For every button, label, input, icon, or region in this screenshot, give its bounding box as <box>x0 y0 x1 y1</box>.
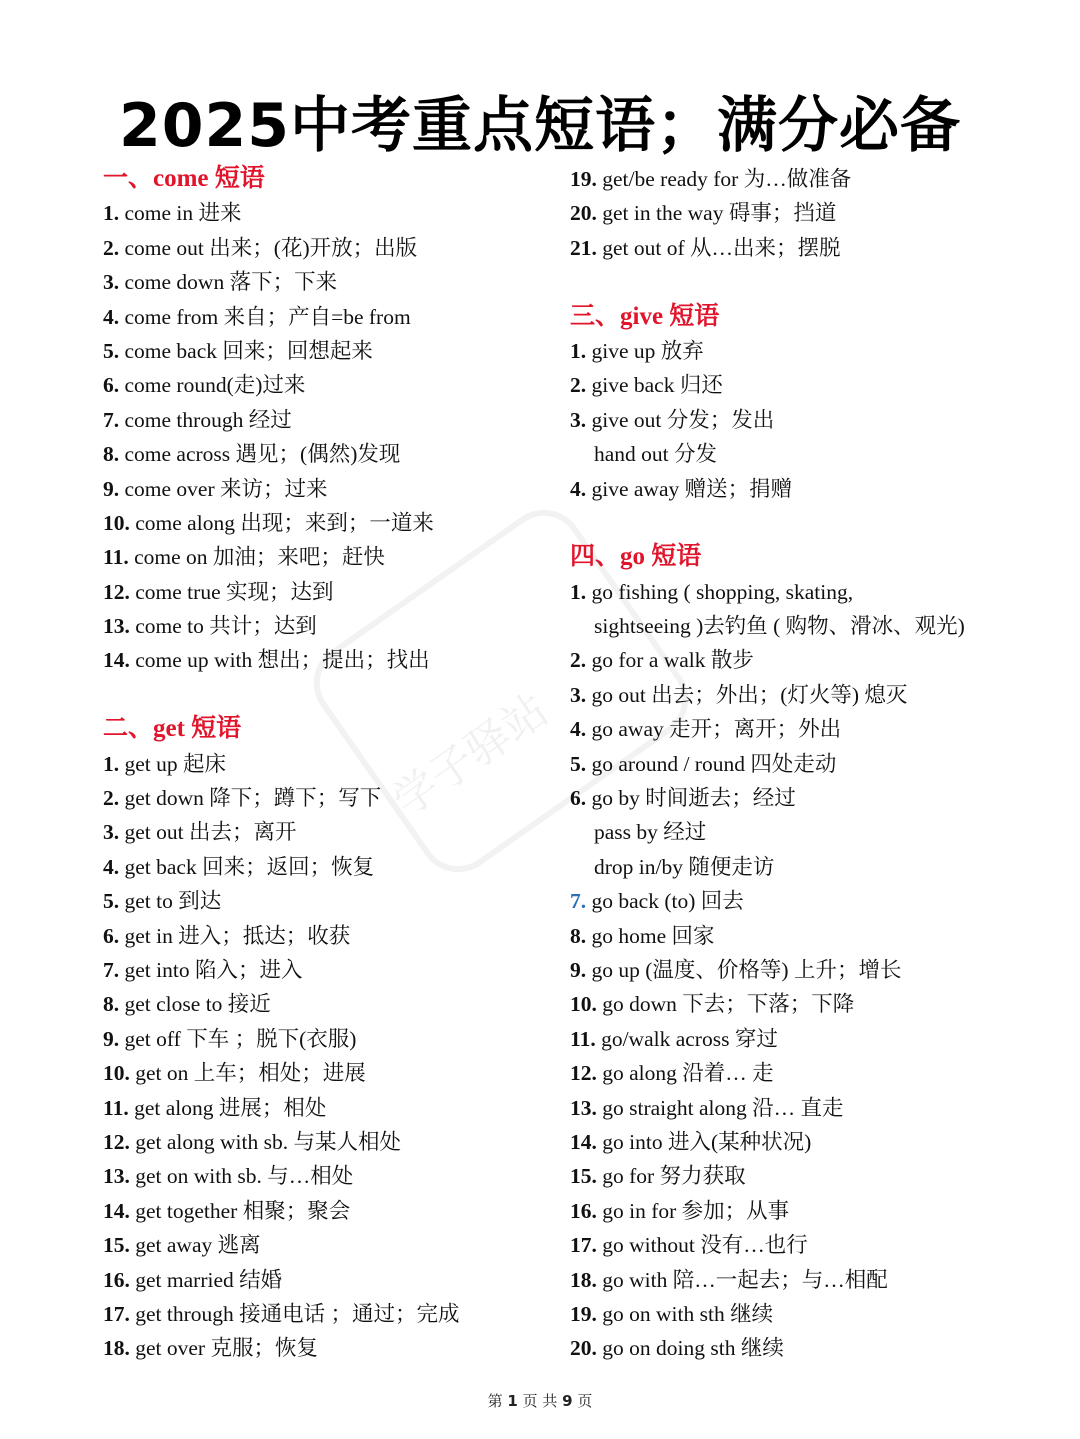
item-number: 6. <box>570 786 587 811</box>
list-item <box>103 265 543 299</box>
list-item <box>570 609 1050 643</box>
item-number: 11. <box>103 1095 129 1120</box>
item-text: get away 逃离 <box>129 1233 261 1258</box>
item-number: 6. <box>103 923 120 948</box>
item-number: 7. <box>103 957 120 982</box>
item-text: come round(走)过来 <box>119 373 306 398</box>
list-item <box>570 162 1050 196</box>
page-footer <box>0 1390 1080 1411</box>
item-text: give up 放弃 <box>586 338 704 363</box>
item-text: go straight along 沿… 直走 <box>596 1095 844 1120</box>
item-number: 1. <box>570 579 587 604</box>
item-number: 10. <box>570 992 597 1017</box>
item-number: 2. <box>570 373 587 398</box>
list-give <box>570 334 1050 506</box>
item-number: 8. <box>103 442 120 467</box>
list-item <box>103 884 543 918</box>
item-text: get along 进展；相处 <box>128 1095 327 1120</box>
item-text: sightseeing )去钓鱼 ( 购物、滑冰、观光) <box>594 614 965 639</box>
item-text: get out of 从…出来；摆脱 <box>596 235 841 260</box>
list-item <box>103 472 543 506</box>
list-item <box>103 506 543 540</box>
item-text: get on 上车；相处；进展 <box>129 1061 366 1086</box>
item-number: 16. <box>570 1198 597 1223</box>
list-item <box>570 1263 1050 1297</box>
list-item <box>570 1228 1050 1262</box>
item-text: come over 来访；过来 <box>119 476 328 501</box>
list-item <box>103 1331 543 1365</box>
item-text: go into 进入(某种状况) <box>596 1129 812 1154</box>
list-item <box>103 987 543 1021</box>
item-text: give out 分发；发出 <box>586 407 775 432</box>
item-text: go without 没有…也行 <box>596 1233 808 1258</box>
list-item <box>570 953 1050 987</box>
list-item <box>570 1125 1050 1159</box>
list-item <box>570 1331 1050 1365</box>
list-item <box>570 231 1050 265</box>
item-number: 9. <box>103 1026 120 1051</box>
list-item <box>570 850 1050 884</box>
list-item <box>103 437 543 471</box>
list-item <box>103 919 543 953</box>
list-item <box>103 368 543 402</box>
item-text: come out 出来；(花)开放；出版 <box>119 235 418 260</box>
item-number: 14. <box>103 1198 130 1223</box>
list-item <box>103 1263 543 1297</box>
item-text: come on 加油；来吧；赶快 <box>128 545 385 570</box>
item-text: get to 到达 <box>119 889 222 914</box>
footer-total-pages: 9 <box>562 1392 573 1410</box>
item-text: go in for 参加；从事 <box>596 1198 790 1223</box>
list-item <box>103 1297 543 1331</box>
item-text: go down 下去；下落；下降 <box>596 992 855 1017</box>
list-item <box>103 643 543 677</box>
list-item <box>570 678 1050 712</box>
item-number: 4. <box>570 476 587 501</box>
item-text: go fishing ( shopping, skating, <box>586 579 854 604</box>
item-text: go by 时间逝去；经过 <box>586 786 796 811</box>
item-text: come back 回来；回想起来 <box>119 338 373 363</box>
list-go <box>570 575 1050 1366</box>
list-item <box>570 919 1050 953</box>
list-item <box>103 747 543 781</box>
item-number: 13. <box>103 1164 130 1189</box>
left-column <box>103 162 543 1366</box>
item-number: 3. <box>103 270 120 295</box>
list-item <box>570 196 1050 230</box>
item-number: 15. <box>103 1233 130 1258</box>
item-number: 2. <box>570 648 587 673</box>
item-number: 13. <box>103 614 130 639</box>
list-item <box>103 1091 543 1125</box>
item-text: get in 进入；抵达；收获 <box>119 923 351 948</box>
item-number: 5. <box>103 338 120 363</box>
item-number: 4. <box>103 304 120 329</box>
list-item <box>570 747 1050 781</box>
list-item <box>103 781 543 815</box>
item-number: 18. <box>570 1267 597 1292</box>
item-number: 8. <box>570 923 587 948</box>
list-item <box>570 403 1050 437</box>
item-number: 7. <box>570 889 587 914</box>
item-text: get through 接通电话 ；通过；完成 <box>129 1301 460 1326</box>
footer-suffix: 页 <box>572 1392 593 1410</box>
item-text: get on with sb. 与…相处 <box>129 1164 354 1189</box>
item-number: 20. <box>570 1336 597 1361</box>
item-text: get off 下车 ；脱下(衣服) <box>119 1026 357 1051</box>
list-item <box>103 300 543 334</box>
item-number: 6. <box>103 373 120 398</box>
item-number: 18. <box>103 1336 130 1361</box>
item-number: 3. <box>570 682 587 707</box>
section-heading-come: 一、come 短语 <box>103 165 265 192</box>
item-text: go on doing sth 继续 <box>596 1336 784 1361</box>
footer-middle: 页 共 <box>517 1392 563 1410</box>
footer-prefix: 第 <box>487 1392 508 1410</box>
right-column <box>570 162 1050 1366</box>
item-number: 8. <box>103 992 120 1017</box>
item-text: get married 结婚 <box>129 1267 283 1292</box>
list-item <box>103 953 543 987</box>
item-number: 13. <box>570 1095 597 1120</box>
item-text: get/be ready for 为…做准备 <box>596 167 852 191</box>
list-item <box>103 1125 543 1159</box>
item-text: go around / round 四处走动 <box>586 751 837 776</box>
item-text: get out 出去；离开 <box>119 820 297 845</box>
item-number: 19. <box>570 1301 597 1326</box>
item-text: come up with 想出；提出；找出 <box>129 648 430 673</box>
item-number: 12. <box>103 579 130 604</box>
watermark-text: 学子驿站 <box>383 684 558 828</box>
item-text: go/walk across 穿过 <box>595 1026 778 1051</box>
list-item <box>570 815 1050 849</box>
item-text: get up 起床 <box>119 751 227 776</box>
list-item <box>570 884 1050 918</box>
list-item <box>103 403 543 437</box>
list-item <box>103 609 543 643</box>
item-number: 4. <box>103 854 120 879</box>
item-number: 16. <box>103 1267 130 1292</box>
list-item <box>570 1297 1050 1331</box>
list-item <box>103 1194 543 1228</box>
item-text: go back (to) 回去 <box>586 889 744 914</box>
item-number: 14. <box>103 648 130 673</box>
list-item <box>570 1091 1050 1125</box>
item-number: 15. <box>570 1164 597 1189</box>
item-text: pass by 经过 <box>594 820 707 845</box>
item-text: come along 出现；来到；一道来 <box>129 510 434 535</box>
item-text: get over 克服；恢复 <box>129 1336 318 1361</box>
item-text: hand out 分发 <box>594 442 718 467</box>
item-number: 7. <box>103 407 120 432</box>
list-item <box>103 815 543 849</box>
list-item <box>570 1194 1050 1228</box>
item-text: get together 相聚；聚会 <box>129 1198 351 1223</box>
list-item <box>570 1022 1050 1056</box>
list-item <box>103 1228 543 1262</box>
list-item <box>570 712 1050 746</box>
item-text: get in the way 碍事；挡道 <box>596 201 837 226</box>
item-text: go for 努力获取 <box>596 1164 746 1189</box>
item-text: get back 回来；返回；恢复 <box>119 854 375 879</box>
item-number: 14. <box>570 1129 597 1154</box>
item-text: come in 进来 <box>119 201 242 226</box>
item-number: 10. <box>103 1061 130 1086</box>
item-text: get along with sb. 与某人相处 <box>129 1129 401 1154</box>
list-item <box>570 1159 1050 1193</box>
list-item <box>103 334 543 368</box>
section-heading-go: 四、go 短语 <box>570 543 702 571</box>
list-get <box>103 747 543 1366</box>
item-text: go up (温度、价格等) 上升；增长 <box>586 957 902 982</box>
item-number: 20. <box>570 201 597 226</box>
item-number: 12. <box>570 1061 597 1086</box>
item-number: 11. <box>570 1026 596 1051</box>
item-number: 10. <box>103 510 130 535</box>
item-text: come through 经过 <box>119 407 292 432</box>
item-number: 17. <box>570 1233 597 1258</box>
page-title: 2025中考重点短语；满分必备 <box>119 91 961 161</box>
item-number: 4. <box>570 717 587 742</box>
item-text: come to 共计；达到 <box>129 614 317 639</box>
list-item <box>570 575 1050 609</box>
list-get-continued <box>570 162 1050 265</box>
item-text: come from 来自；产自=be from <box>119 304 411 329</box>
item-number: 9. <box>570 957 587 982</box>
section-heading-get: 二、get 短语 <box>103 715 242 743</box>
list-item <box>103 575 543 609</box>
footer-page-number: 1 <box>507 1392 518 1410</box>
item-text: go with 陪…一起去；与…相配 <box>596 1267 888 1292</box>
list-item <box>570 334 1050 368</box>
list-item <box>570 472 1050 506</box>
list-item <box>103 231 543 265</box>
item-text: go out 出去；外出；(灯火等) 熄灭 <box>586 682 908 707</box>
list-item <box>103 540 543 574</box>
item-text: get down 降下；蹲下；写下 <box>119 786 382 811</box>
list-item <box>103 196 543 230</box>
item-number: 5. <box>570 751 587 776</box>
item-text: go home 回家 <box>586 923 715 948</box>
list-item <box>570 437 1050 471</box>
item-number: 12. <box>103 1129 130 1154</box>
list-item <box>570 987 1050 1021</box>
item-number: 2. <box>103 235 120 260</box>
item-text: give away 赠送；捐赠 <box>586 476 793 501</box>
item-text: come true 实现；达到 <box>129 579 334 604</box>
item-text: get into 陷入；进入 <box>119 957 303 982</box>
item-number: 1. <box>103 201 120 226</box>
list-item <box>570 781 1050 815</box>
item-number: 5. <box>103 889 120 914</box>
list-come <box>103 196 543 677</box>
item-text: go away 走开；离开；外出 <box>586 717 842 742</box>
item-number: 17. <box>103 1301 130 1326</box>
item-number: 19. <box>570 167 597 191</box>
list-item <box>103 850 543 884</box>
item-number: 1. <box>103 751 120 776</box>
item-number: 3. <box>103 820 120 845</box>
item-text: go on with sth 继续 <box>596 1301 774 1326</box>
item-text: go along 沿着… 走 <box>596 1061 774 1086</box>
item-number: 2. <box>103 786 120 811</box>
item-text: get close to 接近 <box>119 992 271 1017</box>
item-text: come across 遇见；(偶然)发现 <box>119 442 401 467</box>
item-number: 11. <box>103 545 129 570</box>
list-item <box>103 1056 543 1090</box>
item-number: 9. <box>103 476 120 501</box>
item-text: give back 归还 <box>586 373 723 398</box>
list-item <box>570 643 1050 677</box>
item-text: come down 落下；下来 <box>119 270 338 295</box>
item-number: 21. <box>570 235 597 260</box>
item-text: go for a walk 散步 <box>586 648 754 673</box>
list-item <box>103 1159 543 1193</box>
list-item <box>570 1056 1050 1090</box>
item-text: drop in/by 随便走访 <box>594 854 775 879</box>
list-item <box>103 1022 543 1056</box>
section-heading-give: 三、give 短语 <box>570 302 720 330</box>
item-number: 1. <box>570 338 587 363</box>
list-item <box>570 368 1050 402</box>
item-number: 3. <box>570 407 587 432</box>
